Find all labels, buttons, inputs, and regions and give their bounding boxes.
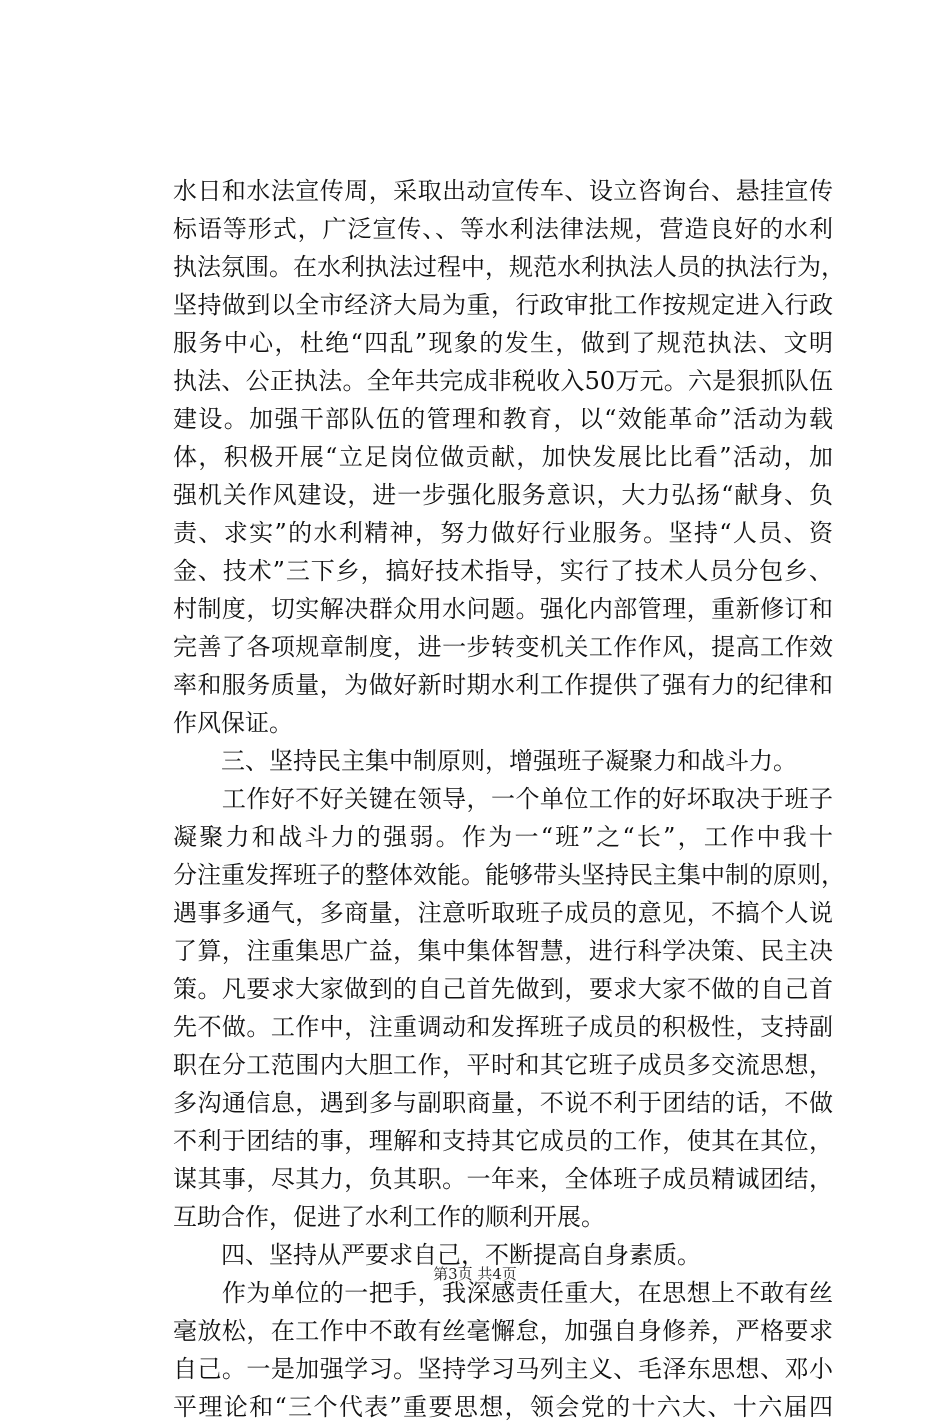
text-line: 互助合作，促进了水利工作的顺利开展。 xyxy=(173,1203,605,1231)
text-line: 坚持做到以全市经济大局为重，行政审批工作按规定进入行政 xyxy=(173,291,833,319)
text-line: 策。凡要求大家做到的自己首先做到，要求大家不做的自己首 xyxy=(173,975,833,1003)
text-line: 建设。加强干部队伍的管理和教育，以“效能革命”活动为载 xyxy=(173,405,833,433)
text-line: 标语等形式，广泛宣传、、等水利法律法规，营造良好的水利 xyxy=(173,215,833,243)
page-number-footer: 第3页 共4页 xyxy=(433,1265,517,1283)
text-line: 执法、公正执法。全年共完成非税收入50万元。六是狠抓队伍 xyxy=(173,367,833,395)
text-line: 多沟通信息，遇到多与副职商量，不说不利于团结的话，不做 xyxy=(173,1089,833,1117)
text-line: 执法氛围。在水利执法过程中，规范水利执法人员的执法行为， xyxy=(173,253,845,281)
section-heading: 三、坚持民主集中制原则，增强班子凝聚力和战斗力。 xyxy=(173,747,797,775)
text-line: 分注重发挥班子的整体效能。能够带头坚持民主集中制的原则， xyxy=(173,861,845,889)
text-line: 水日和水法宣传周，采取出动宣传车、设立咨询台、悬挂宣传 xyxy=(173,177,833,205)
text-line: 遇事多通气，多商量，注意听取班子成员的意见，不搞个人说 xyxy=(173,899,833,927)
text-line: 职在分工范围内大胆工作，平时和其它班子成员多交流思想， xyxy=(173,1051,833,1079)
text-line: 村制度，切实解决群众用水问题。强化内部管理，重新修订和 xyxy=(173,595,833,623)
text-line: 毫放松，在工作中不敢有丝毫懈怠，加强自身修养，严格要求 xyxy=(173,1317,833,1345)
text-line: 自己。一是加强学习。坚持学习马列主义、毛泽东思想、邓小 xyxy=(173,1355,833,1383)
text-line: 工作好不好关键在领导，一个单位工作的好坏取决于班子 xyxy=(173,785,833,813)
text-line: 金、技术”三下乡，搞好技术指导，实行了技术人员分包乡、 xyxy=(173,557,833,585)
text-line: 先不做。工作中，注重调动和发挥班子成员的积极性，支持副 xyxy=(173,1013,833,1041)
text-line: 谋其事，尽其力，负其职。一年来，全体班子成员精诚团结， xyxy=(173,1165,833,1193)
text-line: 凝聚力和战斗力的强弱。作为一“班”之“长”，工作中我十 xyxy=(173,823,833,851)
text-line: 服务中心，杜绝“四乱”现象的发生，做到了规范执法、文明 xyxy=(173,329,833,357)
text-line: 责、求实”的水利精神，努力做好行业服务。坚持“人员、资 xyxy=(173,519,833,547)
text-line: 体，积极开展“立足岗位做贡献，加快发展比比看”活动，加 xyxy=(173,443,833,471)
text-line: 作为单位的一把手，我深感责任重大，在思想上不敢有丝 xyxy=(173,1279,833,1307)
text-line: 作风保证。 xyxy=(173,709,293,737)
text-line: 完善了各项规章制度，进一步转变机关工作作风，提高工作效 xyxy=(173,633,833,661)
text-line: 不利于团结的事，理解和支持其它成员的工作，使其在其位， xyxy=(173,1127,833,1155)
text-line: 强机关作风建设，进一步强化服务意识，大力弘扬“献身、负 xyxy=(173,481,833,509)
document-body xyxy=(173,172,845,1426)
text-line: 平理论和“三个代表”重要思想，领会党的十六大、十六届四 xyxy=(173,1393,833,1421)
text-line: 了算，注重集思广益，集中集体智慧，进行科学决策、民主决 xyxy=(173,937,833,965)
text-line: 率和服务质量，为做好新时期水利工作提供了强有力的纪律和 xyxy=(173,671,833,699)
section-heading: 四、坚持从严要求自己，不断提高自身素质。 xyxy=(173,1241,701,1269)
